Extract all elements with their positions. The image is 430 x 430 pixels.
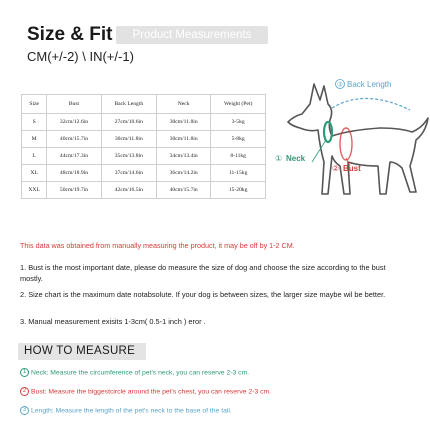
cell-weight: 3-5kg: [211, 114, 266, 131]
number-circle: 2: [20, 387, 29, 396]
note-measurement-error: 3. Manual measurement exisits 1-3cm( 0.5-1 inch ) eror .: [20, 317, 206, 326]
col-header-back-length: Back Length: [101, 95, 156, 114]
dog-measurement-diagram: [270, 70, 430, 210]
cell-size: S: [22, 114, 47, 131]
howto-bust-item: [20, 387, 271, 396]
neck-label: Neck: [286, 154, 306, 163]
note-bust-importance: 1. Bust is the most important date, please do measure the size of dog and choose the size according to the bust mostly.: [20, 263, 386, 283]
back-length-arrow: [332, 98, 410, 110]
cell-back-length: 27cm/10.6in: [101, 114, 156, 131]
cell-neck: 36cm/14.2in: [157, 165, 211, 182]
cell-size: XXL: [22, 182, 47, 199]
cell-bust: 50cm/19.7in: [47, 182, 101, 199]
howto-neck-item: [20, 368, 249, 377]
col-header-neck: Neck: [157, 95, 211, 114]
col-header-weight: Weight (Pet): [211, 95, 266, 114]
howto-neck-text: Neck: Measure the circumference of pet's neck, you can reserve 2-3 cm.: [31, 369, 250, 377]
table-row: [22, 114, 266, 131]
units-label: CM(+/-2) \ IN(+/-1): [27, 49, 134, 64]
cell-back-length: 37cm/14.6in: [101, 165, 156, 182]
col-header-bust: Bust: [47, 95, 101, 114]
bust-label: Bust: [343, 164, 361, 173]
table-row: [22, 131, 266, 148]
howto-length-text: Length: Measure the length of the pet's neck to the base of the tail.: [31, 407, 232, 415]
cell-size: L: [22, 148, 47, 165]
cell-bust: 44cm/17.3in: [47, 148, 101, 165]
table-row: [22, 148, 266, 165]
howto-length-item: [20, 406, 232, 415]
measurement-disclaimer: This data was obtained from manually measuring the product, it may be off by 1-2 CM.: [20, 241, 295, 250]
number-circle: 1: [20, 368, 29, 377]
product-measurements-badge: Product Measurements: [116, 26, 268, 44]
cell-weight: 8-11kg: [211, 148, 266, 165]
cell-size: XL: [22, 165, 47, 182]
cell-weight: 5-8kg: [211, 131, 266, 148]
cell-neck: 30cm/11.8in: [157, 114, 211, 131]
cell-weight: 11-15kg: [211, 165, 266, 182]
size-chart-table: [21, 94, 266, 199]
cell-bust: 32cm/12.6in: [47, 114, 101, 131]
cell-bust: 40cm/15.7in: [47, 131, 101, 148]
cell-neck: 34cm/13.4in: [157, 148, 211, 165]
cell-bust: 48cm/18.9in: [47, 165, 101, 182]
table-row: [22, 182, 266, 199]
cell-neck: 40cm/15.7in: [157, 182, 211, 199]
neck-number: ①: [275, 154, 283, 163]
table-header-row: [22, 95, 266, 114]
cell-back-length: 35cm/13.8in: [101, 148, 156, 165]
cell-weight: 15-20kg: [211, 182, 266, 199]
howto-bust-text: Bust: Measure the biggestcircle around the pet's chest, you can reserve 2-3 cm.: [31, 388, 272, 396]
cell-back-length: 42cm/16.5in: [101, 182, 156, 199]
back-length-label: Back Length: [347, 80, 392, 89]
cell-size: M: [22, 131, 47, 148]
dog-silhouette: [288, 84, 428, 194]
note-size-chart: 2. Size chart is the maximum date notabsolute. If your dog is between sizes, the larger size maybe wil be better.: [20, 290, 386, 299]
cell-neck: 30cm/11.8in: [157, 131, 211, 148]
how-to-measure-heading: HOW TO MEASURE: [18, 343, 146, 360]
cell-back-length: 30cm/11.8in: [101, 131, 156, 148]
number-circle: 3: [20, 406, 29, 415]
bust-number: ②: [332, 164, 340, 173]
back-length-number: ③: [337, 81, 343, 89]
col-header-size: Size: [22, 95, 47, 114]
table-row: [22, 165, 266, 182]
page-title: Size & Fit: [27, 24, 113, 45]
